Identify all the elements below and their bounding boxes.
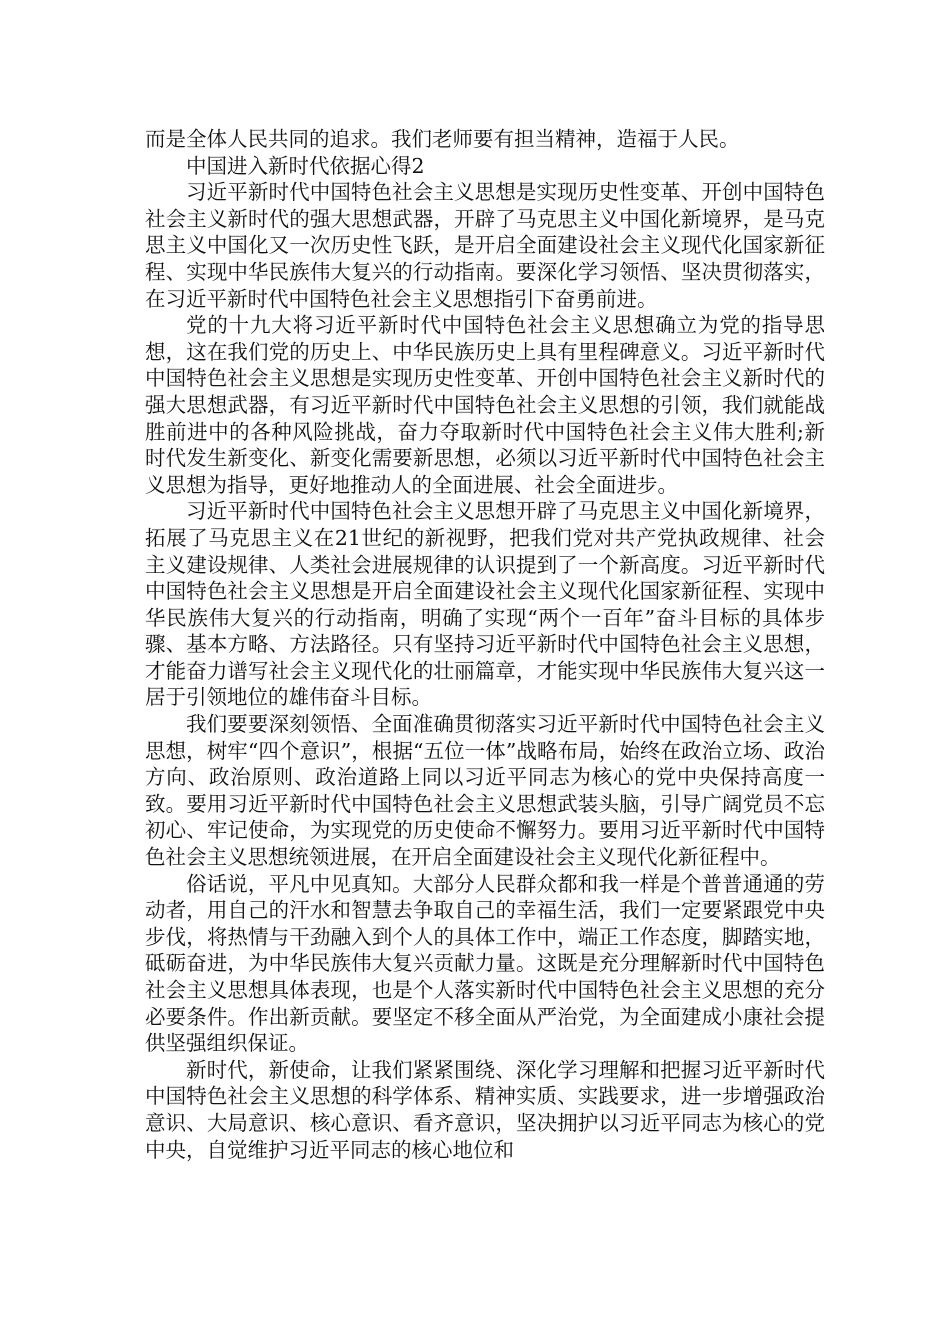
paragraph: 习近平新时代中国特色社会主义思想是实现历史性变革、开创中国特色社会主义新时代的强大思想武器，开辟了马克思主义中国化新境界，是马克思主义中国化又一次历史性飞跃，是开启全面建设社会主义现代化国家新征程、实现中华民族伟大复兴的行动指南。要深化学习领悟、坚决贯彻落实，在习近平新时代中国特色社会主义思想指引下奋勇前进。: [145, 180, 825, 311]
paragraph: 党的十九大将习近平新时代中国特色社会主义思想确立为党的指导思想，这在我们党的历史上、中华民族历史上具有里程碑意义。习近平新时代中国特色社会主义思想是实现历史性变革、开创中国特色社会主义新时代的强大思想武器，有习近平新时代中国特色社会主义思想的引领，我们就能战胜前进中的各种风险挑战，奋力夺取新时代中国特色社会主义伟大胜利;新时代发生新变化、新变化需要新思想，必须以习近平新时代中国特色社会主义思想为指导，更好地推动人的全面进展、社会全面进步。: [145, 313, 825, 497]
paragraph-continuation: 而是全体人民共同的追求。我们老师要有担当精神，造福于人民。: [145, 127, 740, 151]
document-body: [145, 126, 825, 1163]
paragraph: 习近平新时代中国特色社会主义思想开辟了马克思主义中国化新境界，拓展了马克思主义在21世纪的新视野，把我们党对共产党执政规律、社会主义建设规律、人类社会进展规律的认识提到了一个新高度。习近平新时代中国特色社会主义思想是开启全面建设社会主义现代化国家新征程、实现中华民族伟大复兴的行动指南，明确了实现“两个一百年”奋斗目标的具体步骤、基本方略、方法路径。只有坚持习近平新时代中国特色社会主义思想，才能奋力谱写社会主义现代化的壮丽篇章，才能实现中华民族伟大复兴这一居于引领地位的雄伟奋斗目标。: [145, 499, 825, 710]
paragraph: 我们要要深刻领悟、全面准确贯彻落实习近平新时代中国特色社会主义思想，树牢“四个意识”，根据“五位一体”战略布局，始终在政治立场、政治方向、政治原则、政治道路上同以习近平同志为核心的党中央保持高度一致。要用习近平新时代中国特色社会主义思想武装头脑，引导广阔党员不忘初心、牢记使命，为实现党的历史使命不懈努力。要用习近平新时代中国特色社会主义思想统领进展，在开启全面建设社会主义现代化新征程中。: [145, 712, 825, 870]
section-heading: 中国进入新时代依据心得2: [186, 153, 425, 178]
paragraph: 新时代，新使命，让我们紧紧围绕、深化学习理解和把握习近平新时代中国特色社会主义思想的科学体系、精神实质、实践要求，进一步增强政治意识、大局意识、核心意识、看齐意识，坚决拥护以习近平同志为核心的党中央，自觉维护习近平同志的核心地位和: [145, 1057, 825, 1162]
paragraph: 俗话说，平凡中见真知。大部分人民群众都和我一样是个普普通通的劳动者，用自己的汗水和智慧去争取自己的幸福生活，我们一定要紧跟党中央步伐，将热情与干劲融入到个人的具体工作中，端正工作态度，脚踏实地，砥砺奋进，为中华民族伟大复兴贡献力量。这既是充分理解新时代中国特色社会主义思想具体表现，也是个人落实新时代中国特色社会主义思想的充分必要条件。作出新贡献。要坚定不移全面从严治党，为全面建成小康社会提供坚强组织保证。: [145, 871, 825, 1056]
